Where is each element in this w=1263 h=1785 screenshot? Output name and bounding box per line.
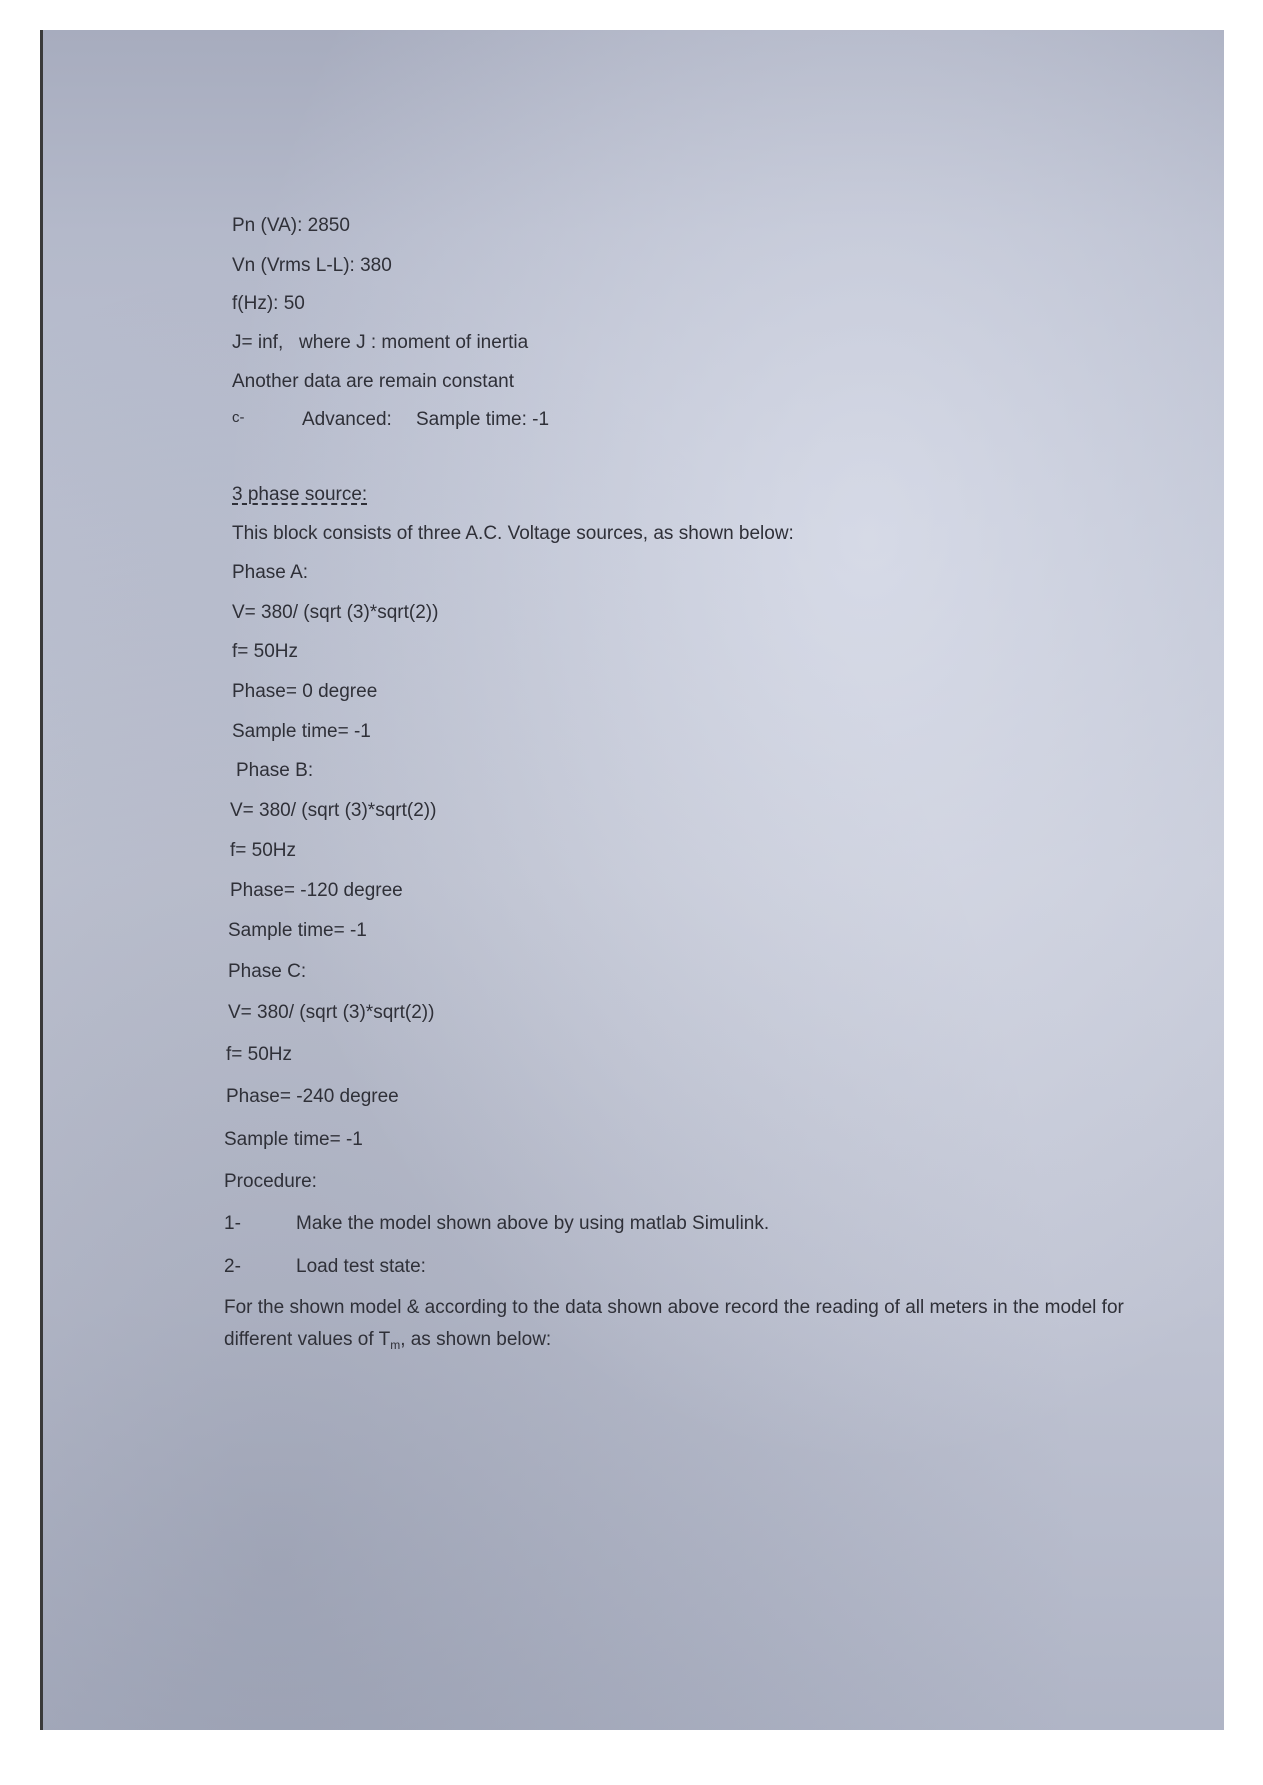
phase-b-sample-time: Sample time= -1 [228, 920, 367, 941]
procedure-paragraph [224, 1292, 1144, 1361]
torque-subscript: m [390, 1338, 401, 1352]
step-1-number: 1- [224, 1213, 241, 1234]
phase-c-voltage: V= 380/ (sqrt (3)*sqrt(2)) [228, 1002, 435, 1023]
phase-a-sample-time: Sample time= -1 [232, 721, 371, 742]
phase-b-voltage: V= 380/ (sqrt (3)*sqrt(2)) [230, 800, 437, 821]
phase-b-phase: Phase= -120 degree [230, 880, 403, 901]
sample-time-line: Sample time: -1 [416, 409, 550, 430]
advanced-label: Advanced: [302, 409, 392, 430]
phase-a-frequency: f= 50Hz [232, 641, 299, 662]
phase-a-voltage: V= 380/ (sqrt (3)*sqrt(2)) [232, 602, 439, 623]
pn-line: Pn (VA): 2850 [232, 215, 350, 236]
phase-b-title: Phase B: [236, 760, 314, 781]
phase-a-phase: Phase= 0 degree [232, 681, 378, 702]
frequency-line: f(Hz): 50 [232, 293, 305, 314]
phase-a-title: Phase A: [232, 562, 309, 583]
source-intro: This block consists of three A.C. Voltage sources, as shown below: [232, 523, 794, 544]
section-c-label: c- [232, 409, 245, 426]
constant-note: Another data are remain constant [232, 371, 515, 392]
inertia-line: J= inf, where J : moment of inertia [232, 332, 529, 353]
step-2-text: Load test state: [296, 1256, 426, 1277]
phase-c-title: Phase C: [228, 961, 307, 982]
step-2-number: 2- [224, 1256, 241, 1277]
paragraph-end: , as shown below: [400, 1329, 552, 1350]
phase-b-frequency: f= 50Hz [230, 840, 297, 861]
phase-c-frequency: f= 50Hz [226, 1044, 293, 1065]
phase-c-sample-time: Sample time= -1 [224, 1129, 363, 1150]
procedure-heading: Procedure: [224, 1171, 317, 1192]
document-photo [40, 30, 1224, 1730]
phase-c-phase: Phase= -240 degree [226, 1086, 399, 1107]
source-heading: 3 phase source: [232, 484, 368, 505]
paragraph-start: For the shown model & according to the data shown above record the reading of all meters in the model for different values of T [224, 1297, 1124, 1350]
vn-line: Vn (Vrms L-L): 380 [232, 255, 392, 276]
step-1-text: Make the model shown above by using matlab Simulink. [296, 1213, 770, 1234]
